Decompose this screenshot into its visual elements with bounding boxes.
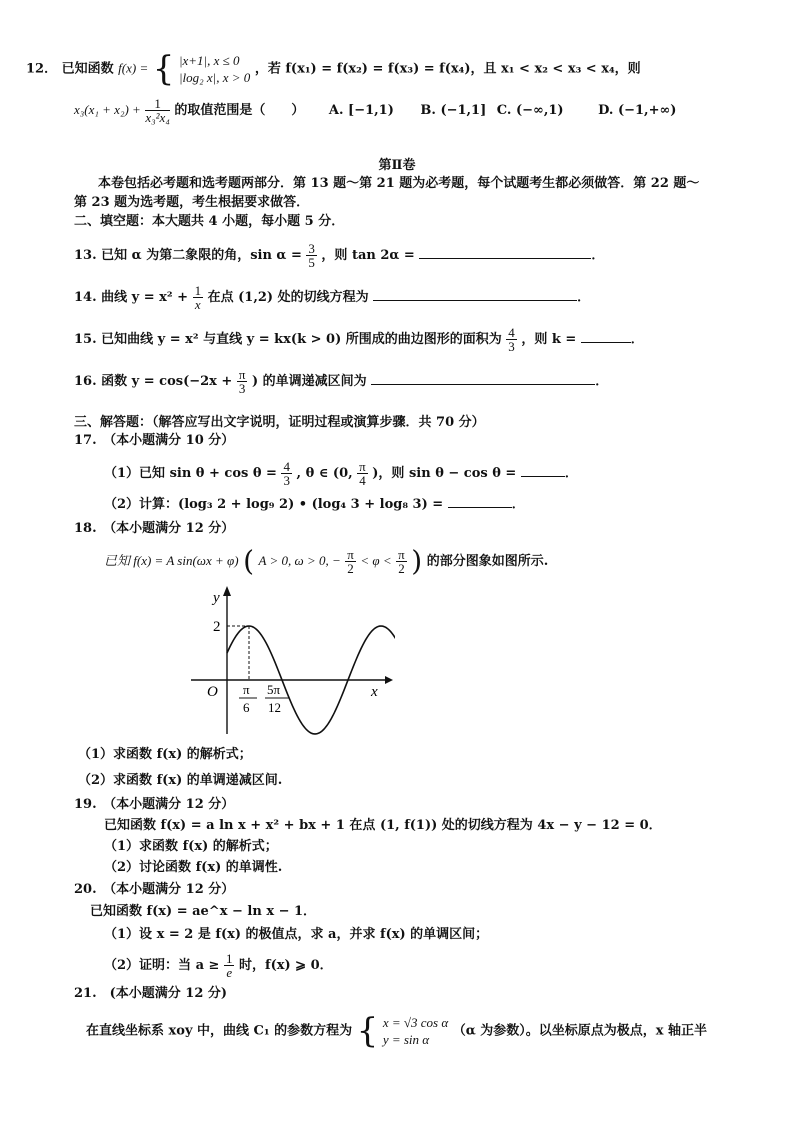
graph-x-tick2-den: 12 <box>268 700 281 715</box>
q20-part1: （1）设 x = 2 是 f(x) 的极值点，求 a，并求 f(x) 的单调区间； <box>104 927 489 942</box>
q20-text: 已知函数 f(x) = ae^x − ln x − 1． <box>90 904 317 919</box>
q14: 14. 曲线 y = x² + $\frac{1}{x}$ 在点 (1,2) 处的切线方程为 ． <box>74 283 591 312</box>
q12-func: f(x) = <box>118 60 149 76</box>
x-axis-arrow <box>385 676 393 684</box>
sine-graph <box>185 582 395 742</box>
q13-den: 5 <box>308 255 315 270</box>
q18-frac2-den: 2 <box>398 561 405 576</box>
q15-den: 3 <box>508 339 515 354</box>
q19-number: 19. （本小题满分 12 分） <box>74 797 235 812</box>
q19-part1: （1）求函数 f(x) 的解析式； <box>104 839 278 854</box>
q12-frac <box>145 97 169 124</box>
q16-answer-blank[interactable] <box>371 372 595 385</box>
graph-y-label: y <box>213 590 220 606</box>
q21-case2: y = sin α <box>382 1032 430 1047</box>
q12-intro: 已知函数 <box>61 61 114 77</box>
q12-frac-den: x₃²x₄ <box>145 110 170 125</box>
section3-title: 三、解答题：（解答应写出文字说明，证明过程或演算步骤．共 70 分） <box>74 415 485 430</box>
graph-y-tick-2: 2 <box>213 619 221 635</box>
q12-line2 <box>74 97 676 124</box>
q20-number: 20. （本小题满分 12 分） <box>74 882 235 897</box>
y-axis-arrow <box>223 586 231 596</box>
q20-part2 <box>104 952 333 979</box>
q15-text-b: ，则 k = <box>521 332 577 347</box>
part2-intro-1: 本卷包括必考题和选考题两部分．第 13 题～第 21 题为必考题，每个试题考生都必须做答．第 22 题～ <box>98 176 700 191</box>
q12-option-a: A. [−1,1) <box>328 103 394 118</box>
q12-expr: x₃(x₁ + x₂) + <box>74 102 141 117</box>
q16-frac <box>237 368 248 395</box>
q18-text-b: 的部分图象如图所示. <box>426 554 549 569</box>
q17-part2-blank[interactable] <box>448 495 512 508</box>
q14-text-a: 14. 曲线 y = x² + <box>74 290 189 305</box>
q17-part1-blank[interactable] <box>521 464 565 477</box>
q12-case2: |log₂ x|, x > 0 <box>178 70 251 85</box>
q17-frac1-den: 3 <box>283 473 290 488</box>
q12-ask: 的取值范围是（ ） <box>174 103 305 118</box>
part2-title: 第Ⅱ卷 <box>378 158 416 173</box>
graph-x-tick1-num: π <box>243 682 250 697</box>
q13-frac <box>306 242 317 269</box>
q16-text-a: 16. 函数 y = cos(−2x + <box>74 374 233 389</box>
q12-option-c: C. (−∞,1) <box>496 103 564 118</box>
q15-frac <box>506 326 517 353</box>
q18-cond-a: A > 0, ω > 0, − <box>258 553 341 568</box>
q14-answer-blank[interactable] <box>373 288 577 301</box>
q12-number: 12． <box>26 61 58 77</box>
q15-answer-blank[interactable] <box>581 330 631 343</box>
part2-intro-2: 第 23 题为选考题，考生根据要求做答． <box>74 195 310 210</box>
q21-text-b: （α 为参数）。以坐标原点为极点，x 轴正半 <box>452 1023 708 1039</box>
q15-text-a: 15. 已知曲线 y = x² 与直线 y = kx(k > 0) 所围成的曲边图形的面积为 <box>74 332 502 347</box>
q12-brace: { <box>152 49 175 89</box>
q13-answer-blank[interactable] <box>419 246 591 259</box>
q12-case1: |x+1|, x ≤ 0 <box>178 53 240 68</box>
q18-frac1-den: 2 <box>347 561 354 576</box>
q17-frac2-num: π <box>359 459 366 474</box>
q12-condition: ，若 f(x₁) = f(x₂) = f(x₃) = f(x₄)，且 x₁ < x₂ < x₃ < x₄，则 <box>254 61 641 77</box>
q12-frac-num: 1 <box>145 97 169 111</box>
q17-part2-text: （2）计算：(log₃ 2 + log₉ 2) • (log₄ 3 + log₈ 3) = <box>104 497 444 512</box>
q16-den: 3 <box>238 381 246 396</box>
q17-part1-a: （1）已知 sin θ + cos θ = <box>104 466 277 481</box>
q19-part2: （2）讨论函数 f(x) 的单调性. <box>104 860 283 875</box>
q20-frac-den: e <box>226 965 233 980</box>
q14-den: x <box>194 297 201 312</box>
q18-paren-open: ( <box>243 544 254 578</box>
q12-option-d: D. (−1,+∞) <box>598 103 677 118</box>
q12-line1 <box>26 49 641 89</box>
q14-text-b: 在点 (1,2) 处的切线方程为 <box>207 290 369 305</box>
q18-text-a: 已知 f(x) = A sin(ωx + φ) <box>104 553 239 568</box>
q12-option-b: B. (−1,1] <box>420 103 487 118</box>
q15-num: 4 <box>508 325 515 340</box>
q20-frac <box>224 952 235 979</box>
graph-x-tick1-den: 6 <box>243 700 250 715</box>
q19-text: 已知函数 f(x) = a ln x + x² + bx + 1 在点 (1, f(1)) 处的切线方程为 4x − y − 12 = 0． <box>104 818 662 833</box>
q20-part2-a: （2）证明：当 a ≥ <box>104 958 220 973</box>
q21-brace: { <box>356 1011 379 1051</box>
q18-frac2-num: π <box>398 547 405 562</box>
q14-num: 1 <box>194 283 202 298</box>
section2-title: 二、填空题：本大题共 4 小题，每小题 5 分． <box>74 214 345 229</box>
q17-part1: （1）已知 sin θ + cos θ = $\frac{4}{3}$ , θ ∈ (0, $\frac{\pi}{4}$ )，则 sin θ − cos θ = ． <box>104 459 578 488</box>
q20-frac-num: 1 <box>225 951 233 966</box>
q17-part1-b: , θ ∈ (0, <box>296 466 353 481</box>
q17-part1-c: )，则 sin θ − cos θ = <box>372 466 517 481</box>
q18-part1: （1）求函数 f(x) 的解析式； <box>78 747 252 762</box>
q21-number: 21. (本小题满分 12 分) <box>74 986 228 1001</box>
q18-number: 18. （本小题满分 12 分） <box>74 521 235 536</box>
q17-part2: （2）计算：(log₃ 2 + log₉ 2) • (log₄ 3 + log₈ 3) = ． <box>104 497 525 512</box>
q14-frac <box>193 284 204 311</box>
q17-number: 17. （本小题满分 10 分） <box>74 433 235 448</box>
q18-lt: < φ < <box>360 553 392 568</box>
q18-text <box>104 544 549 578</box>
q21-text-a: 在直线坐标系 xoy 中，曲线 C₁ 的参数方程为 <box>86 1023 353 1039</box>
q13-text-b: ，则 tan 2α = <box>321 248 415 263</box>
q17-frac1-num: 4 <box>283 459 290 474</box>
q13-num: 3 <box>308 241 315 256</box>
q17-frac2 <box>357 460 368 487</box>
q18-frac1-num: π <box>347 547 354 562</box>
graph-origin-label: O <box>207 684 218 700</box>
q16: 16. 函数 y = cos(−2x + $\frac{\pi}{3}$ ) 的单调递减区间为 ． <box>74 367 609 396</box>
q21-cases <box>383 1014 448 1048</box>
q17-frac2-den: 4 <box>359 473 366 488</box>
q16-text-b: ) 的单调递减区间为 <box>251 374 367 389</box>
q17-frac1 <box>281 460 292 487</box>
q13-text-a: 13. 已知 α 为第二象限的角，sin α = <box>74 248 302 263</box>
q16-num: π <box>238 367 246 382</box>
q18-part2: （2）求函数 f(x) 的单调递减区间. <box>78 773 283 788</box>
graph-x-tick2-num: 5π <box>267 682 281 697</box>
q20-part2-b: 时，f(x) ⩾ 0． <box>238 958 333 973</box>
graph-x-label: x <box>371 684 378 700</box>
q12-cases <box>179 52 250 86</box>
q21-case1: x = √3 cos α <box>382 1015 449 1030</box>
q18-frac1 <box>345 548 356 575</box>
q15: 15. 已知曲线 y = x² 与直线 y = kx(k > 0) 所围成的曲边图形的面积为 $\frac{4}{3}$ ，则 k = ． <box>74 325 644 354</box>
q13: 13. 已知 α 为第二象限的角，sin α = $\frac{3}{5}$ ，则 tan 2α = ． <box>74 241 605 270</box>
q21-text <box>86 1011 708 1051</box>
q18-paren-close: ) <box>411 544 423 578</box>
q18-frac2 <box>396 548 407 575</box>
